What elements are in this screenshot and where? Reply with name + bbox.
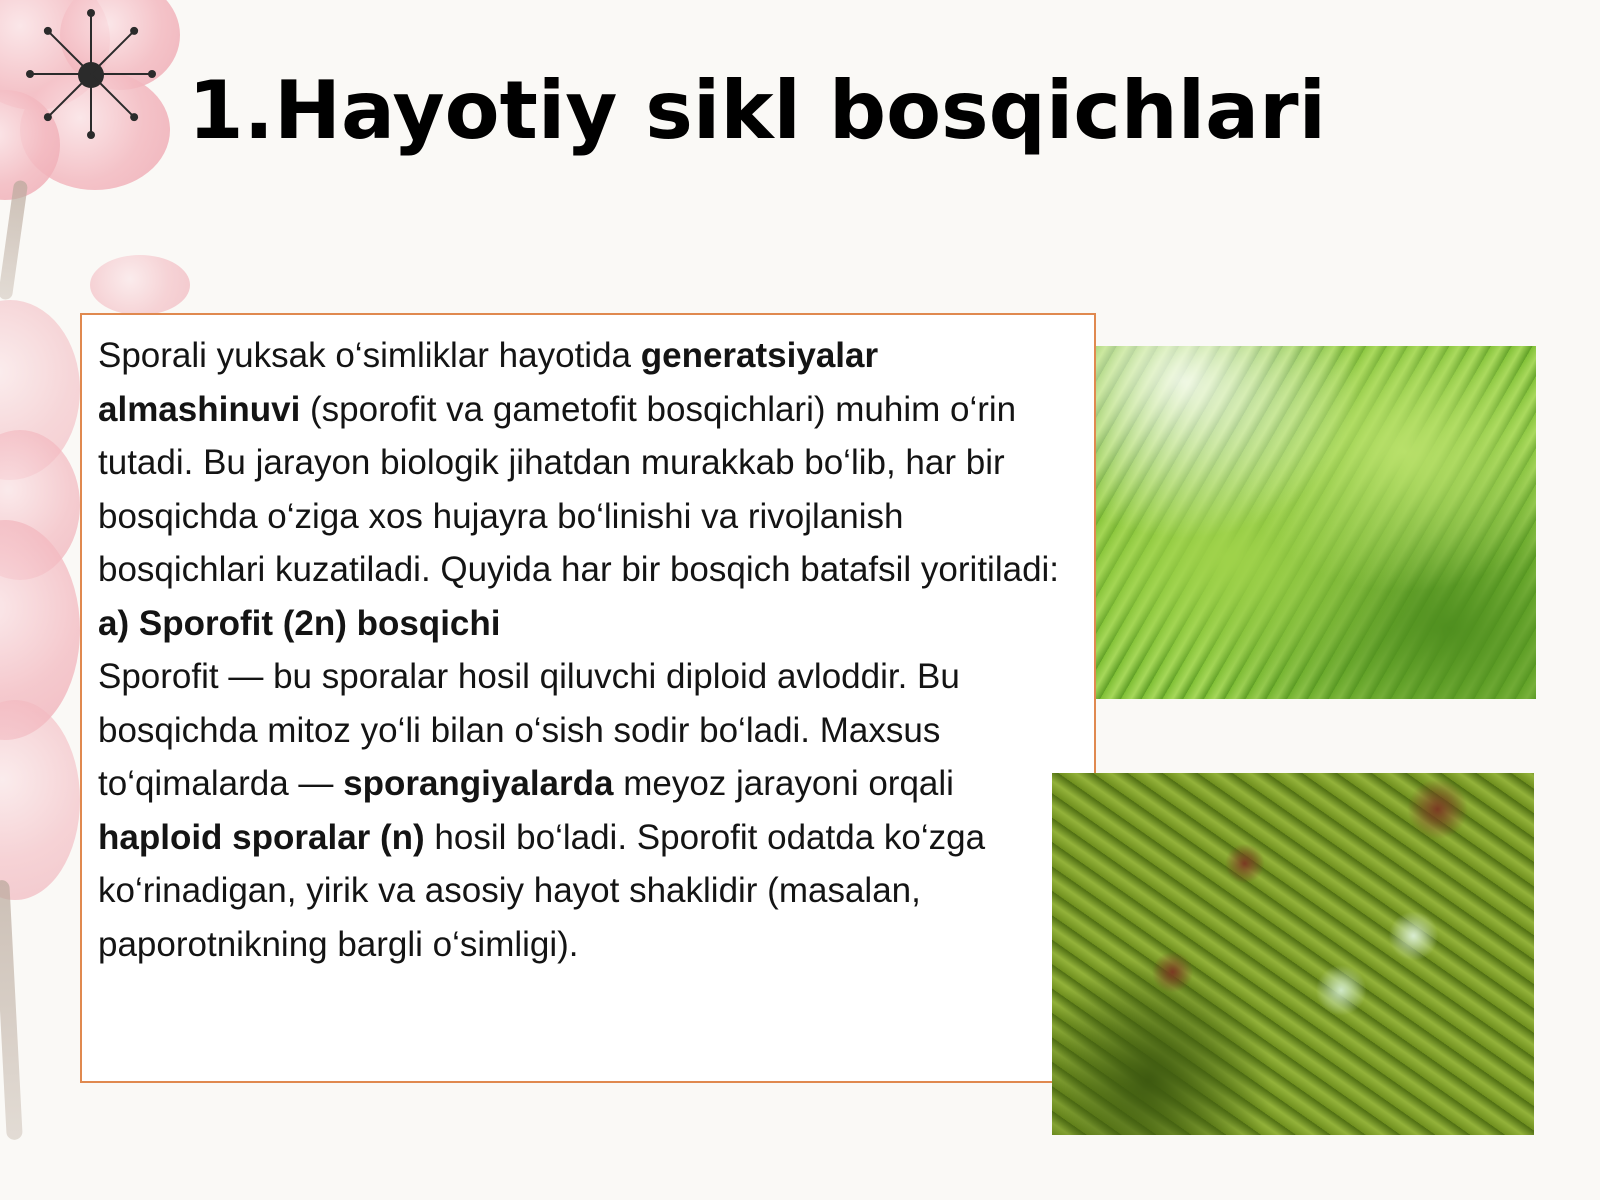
section-heading: a) Sporofit (2n) bosqichi — [98, 603, 501, 643]
text-run-bold: generatsiyalar almashinuvi — [98, 336, 879, 429]
text-run: Sporali yuksak o‘simliklar hayotida — [98, 336, 641, 375]
text-run-bold: sporangiyalarda — [343, 764, 614, 803]
body-paragraph — [98, 329, 1080, 971]
moss-photo-top — [1096, 346, 1536, 699]
text-run: hosil bo‘ladi. Sporofit odatda ko‘zga ko‘rinadigan, yirik va asosiy hayot shaklidir (masalan, paporotnikning bargli o‘simligi). — [98, 817, 986, 964]
slide-title: 1.Hayotiy sikl bosqichlari — [188, 64, 1327, 157]
text-run: Sporofit — bu sporalar hosil qiluvchi diploid avloddir. Bu bosqichda mitoz yo‘li bilan o‘sish sodir bo‘ladi. Maxsus to‘qimalarda — — [98, 657, 960, 803]
text-run: meyoz jarayoni orqali — [613, 764, 954, 803]
moss-photo-bottom — [1052, 773, 1534, 1135]
text-run: (sporofit va gametofit bosqichlari) muhim o‘rin tutadi. Bu jarayon biologik jihatdan murakkab bo‘lib, har bir bosqichda o‘ziga xos hujayra bo‘linishi va rivojlanish bosqichlari kuzatiladi. Quyida har bir bosqich batafsil yoritiladi: — [98, 389, 1060, 589]
text-box — [80, 313, 1096, 1083]
text-run-bold: haploid sporalar (n) — [98, 817, 425, 857]
